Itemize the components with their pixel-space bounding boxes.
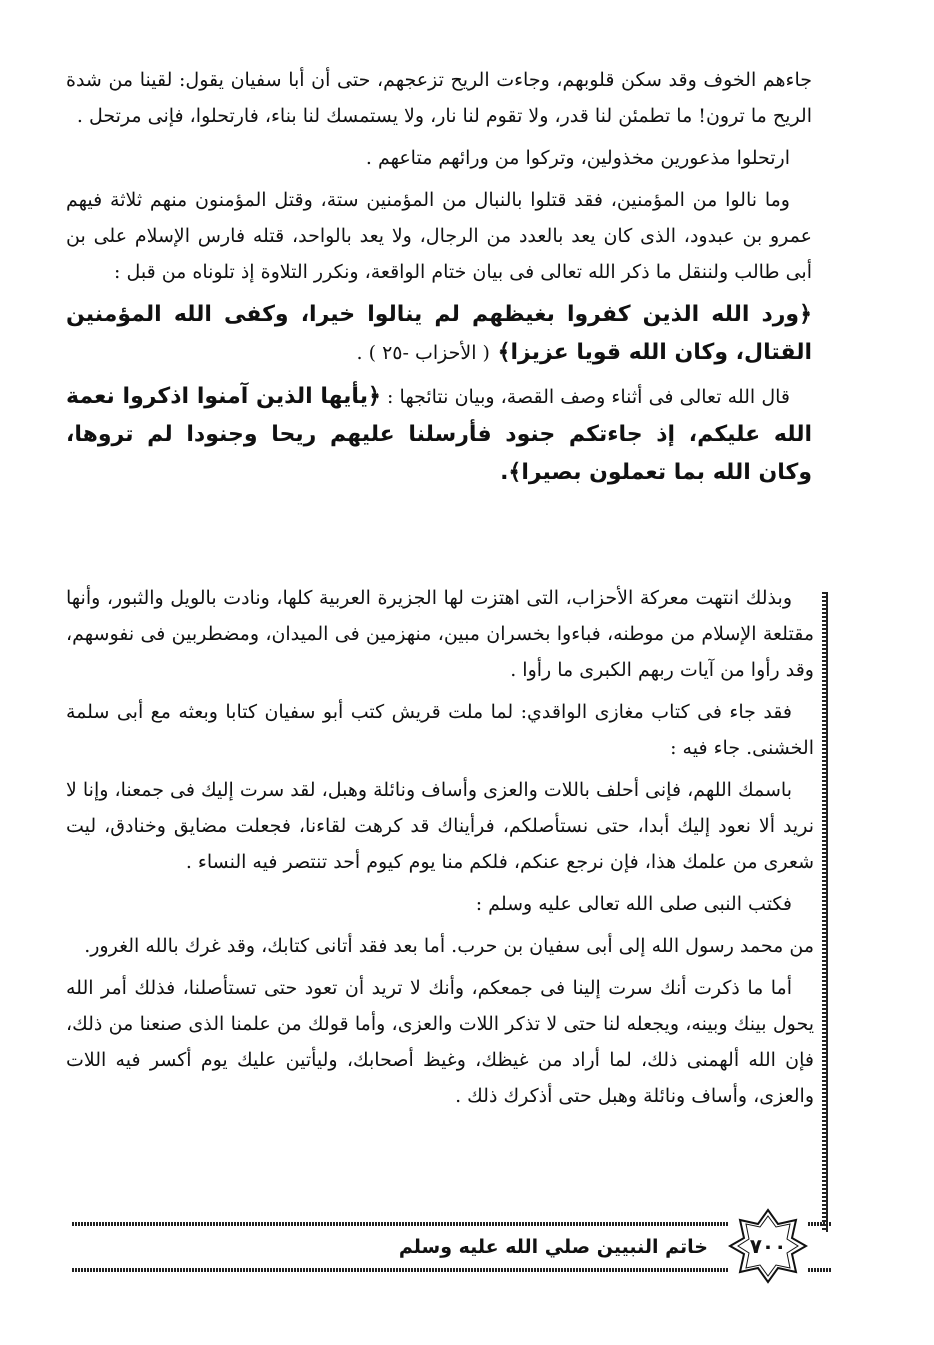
quran-intro-text: قال الله تعالى فى أثناء وصف القصة، وبيان نتائجها : <box>387 386 791 408</box>
footer-rule-bottom-right <box>808 1268 832 1272</box>
top-text-section <box>66 62 812 498</box>
quran-verse-reference: ( الأحزاب -٢٥ ) . <box>356 342 490 364</box>
paragraph-casualties: وما نالوا من المؤمنين، فقد قتلوا بالنبال من المؤمنين ستة، وقتل المؤمنون منهم ثلاثة فيهم عمرو بن عبدود، الذى كان يعد بالعدد من الرجال، ولا يعد بالواحد، قتله فارس الإسلام على بن أبى طالب ولننقل ما ذكر الله تعالى فى بيان ختام الواقعة، ونكرر التلاوة إذ تلوناه من قبل : <box>66 189 812 283</box>
paragraph-prophet-reply-intro: فكتب النبى صلى الله تعالى عليه وسلم : <box>475 893 792 915</box>
paragraph-quran-intro <box>66 378 812 492</box>
decorative-side-border <box>822 592 828 1232</box>
footer-rule-top-right <box>808 1222 832 1226</box>
quran-verse-ahzab-9: ﴿يأيها الذين آمنوا اذكروا نعمة الله عليكم، إذ جاءتكم جنود فأرسلنا عليهم ريحا وجنودا لم تروها، وكان الله بما تعملون بصيرا﴾. <box>66 384 812 485</box>
footer-rule-bottom <box>72 1268 728 1272</box>
paragraph-retreat: ارتحلوا مذعورين مخذولين، وتركوا من ورائهم متاعهم . <box>365 147 790 169</box>
paragraph-prophet-reply-body: أما ما ذكرت أنك سرت إلينا فى جمعكم، وأنك لا تريد أن تعود حتى تستأصلنا، فذلك أمر الله يحول بينك وبينه، ويجعله لنا حتى لا تذكر اللات والعزى، وأما قولك من علمنا الذى صنعنا من ذلك، فإن الله ألهمنى ذلك، لما أراد من غيظك، وغيظ أصحابك، وليأتين عليك يوم أكسر فيه اللات والعزى، وأساف ونائلة وهبل حتى أذكرك ذلك . <box>66 977 814 1107</box>
paragraph-wind: جاءهم الخوف وقد سكن قلوبهم، وجاءت الريح تزعجهم، حتى أن أبا سفيان يقول: لقينا من شدة الريح ما ترون! ما تطمئن لنا قدر، ولا تقوم لنا نار، ولا يستمسك لنا بناء، فارتحلوا، فإنى مرتحل . <box>66 69 812 127</box>
quran-verse-text: ﴿ورد الله الذين كفروا بغيظهم لم ينالوا خيرا، وكفى الله المؤمنين القتال، وكان الله قويا عزيزا﴾ <box>66 302 812 365</box>
page-number: ٧٠٠ <box>749 1234 787 1258</box>
paragraph-abu-sufyan-letter: باسمك اللهم، فإنى أحلف باللات والعزى وأساف ونائلة وهبل، لقد سرت إليك فى جمعنا، وإنا لا نريد ألا نعود إليك أبدا، حتى نستأصلكم، فرأيناك قد كرهت لقاءنا، فجعلت مضايق وخنادق، ليت شعرى من علمك هذا، فإن نرجع عنكم، فلكم منا يوم كيوم أحد تنتصر فيه النساء . <box>66 779 814 873</box>
footer-rule-top <box>72 1222 728 1226</box>
paragraph-end-of-battle: وبذلك انتهت معركة الأحزاب، التى اهتزت لها الجزيرة العربية كلها، ونادت بالويل والثبور، وأنها مقتلعة الإسلام من موطنه، فباءوا بخسران مبين، منهزمين فى الميدان، ومضطربين فى نفوسهم، وقد رأوا من آيات ربهم الكبرى ما رأوا . <box>66 587 814 681</box>
paragraph-waqidi: فقد جاء فى كتاب مغازى الواقدي: لما ملت قريش كتب أبو سفيان كتابا وبعثه مع أبى سلمة الخشنى. جاء فيه : <box>66 701 814 759</box>
bottom-text-section <box>66 580 814 1120</box>
paragraph-prophet-reply-opening: من محمد رسول الله إلى أبى سفيان بن حرب. أما بعد فقد أتانى كتابك، وقد غرك بالله الغرور. <box>84 935 814 957</box>
quran-verse-ahzab-25 <box>66 296 812 372</box>
footer-book-title: خاتم النبيين صلي الله عليه وسلم <box>398 1236 708 1258</box>
